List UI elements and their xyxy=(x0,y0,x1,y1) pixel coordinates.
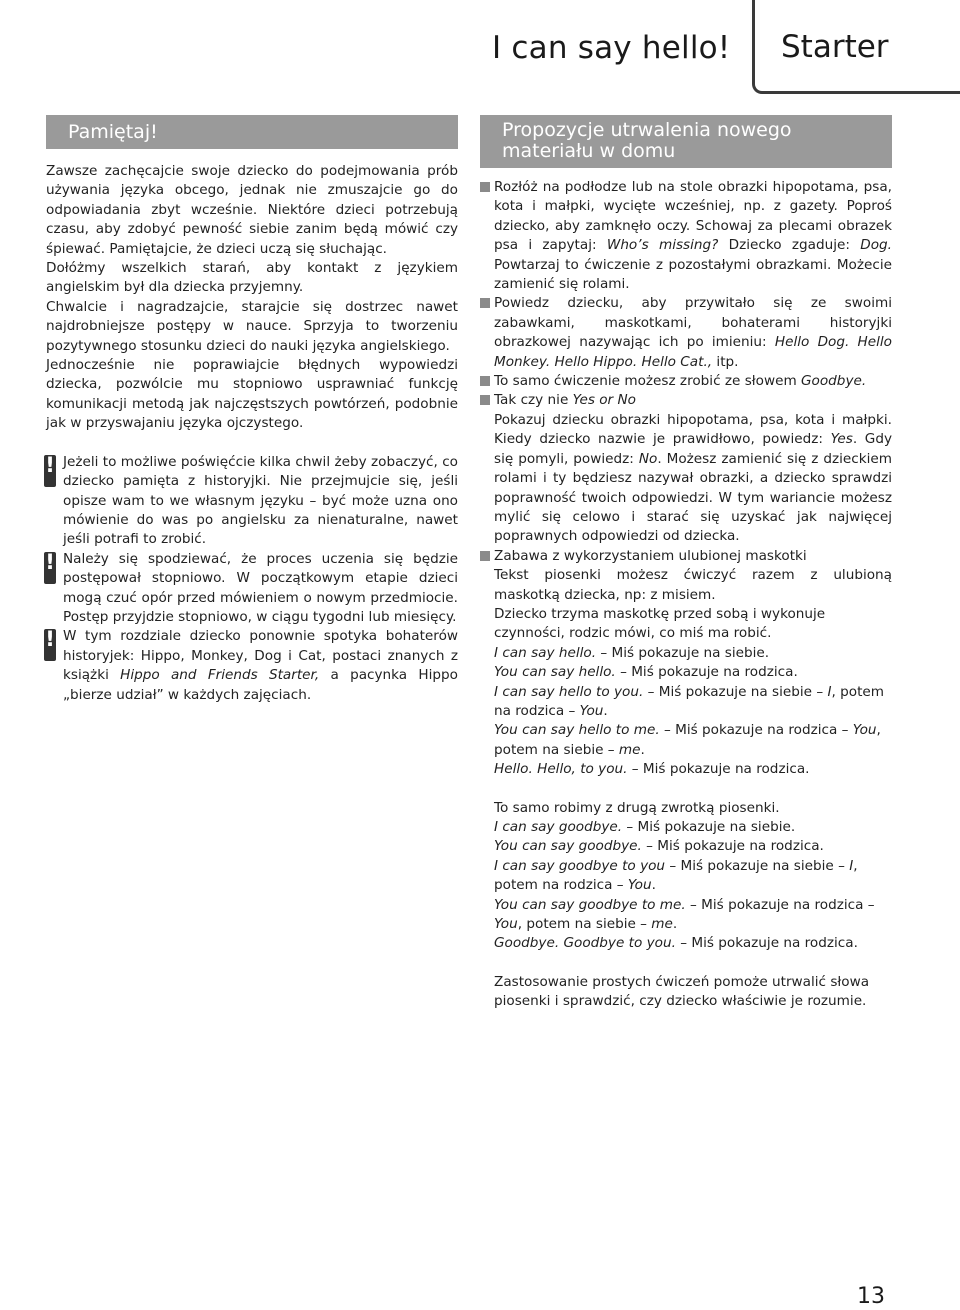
exclamation-icon xyxy=(44,552,56,584)
box-title-line: Propozycje utrwalenia nowego xyxy=(502,119,792,141)
list-item xyxy=(480,547,892,566)
song-action: , potem na siebie – xyxy=(517,916,652,933)
item-text: To samo ćwiczenie możesz zrobić ze słowem xyxy=(494,373,802,390)
item-description: Tekst piosenki możesz ćwiczyć razem z ulubioną maskotką dziecka, np: z misiem. xyxy=(494,567,892,603)
song-line xyxy=(480,857,892,896)
song-action: , potem na rodzica – xyxy=(494,683,885,719)
paragraph: Zawsze zachęcajcie swoje dziecko do podejmowania prób używania języka obcego, jednak nie zmuszajcie go do odpowiadania zbyt wcześnie. Niektóre dzieci potrzebują czasu, aby zdobyć pewność siebie zanim będą mówić czy śpiewać. Pamiętajcie, że dzieci uczą się słuchając. xyxy=(46,163,458,257)
item-italic: Hello Dog. Hello Monkey. Hello Hippo. Hello Cat., xyxy=(494,334,892,370)
closing-note: Zastosowanie prostych ćwiczeń pomoże utrwalić słowa piosenki i sprawdzić, czy dziecko właściwie je rozumie. xyxy=(494,973,870,1010)
warning-text: W tym rozdziale dziecko ponownie spotyka bohaterów historyjek: Hippo, Monkey, Dog i Cat, postaci znanych z książki xyxy=(63,628,458,684)
bullet-square-icon xyxy=(480,298,490,308)
song-intro: To samo robimy z drugą zwrotką piosenki. xyxy=(494,799,780,816)
song-action: . xyxy=(651,877,656,894)
list-item xyxy=(480,178,892,294)
song-line xyxy=(480,818,892,837)
item-italic: Goodbye. xyxy=(801,373,867,390)
item-text: itp. xyxy=(712,353,739,370)
item-italic: Who’s missing? xyxy=(606,237,719,254)
item-italic: Yes or No xyxy=(572,392,636,409)
page-number: 13 xyxy=(857,1284,885,1309)
box-title-line: materiału w domu xyxy=(502,140,676,162)
song-lyric: Hello. Hello, to you. xyxy=(494,761,628,778)
bullet-square-icon xyxy=(480,551,490,561)
right-column xyxy=(480,115,892,1012)
home-practice-body xyxy=(480,178,892,1012)
warning-text: a pacynka Hippo „bierze udział” w każdych zajęciach. xyxy=(63,667,458,703)
left-column xyxy=(46,115,458,705)
list-item xyxy=(480,391,892,410)
paragraph: Chwalcie i nagradzajcie, starajcie się dostrzec nawet najdrobniejsze postępy w nauce. Sprzyja to tworzeniu pozytywnego stosunku dzieci do nauki języka angielskiego. xyxy=(46,298,458,354)
item-text: Dziecko zgaduje: xyxy=(718,237,861,254)
bullet-square-icon xyxy=(480,182,490,192)
paragraph: Dołóżmy wszelkich starań, aby kontakt z językiem angielskim był dla dziecka przyjemny. xyxy=(46,260,458,296)
item-text: Rozłóż na podłodze lub na stole obrazki hipopotama, psa, kota i małpki, wycięte wcześniej, np. z gazety. Poproś dziecko, aby zamknęło oczy. Schowaj za plecami obrazek psa i zapytaj: xyxy=(494,179,892,254)
section-tab-label: Starter xyxy=(781,29,889,65)
item-text: Powiedz dziecku, aby przywitało się ze swoimi zabawkami, maskotkami, bohaterami historyjki obrazkowej nazywając ich po imieniu: xyxy=(494,295,892,351)
song-line xyxy=(480,934,892,953)
remember-box-title: Pamiętaj! xyxy=(46,115,458,149)
list-item xyxy=(480,372,892,391)
item-italic: Dog. xyxy=(860,237,892,254)
item-description: Dziecko trzyma maskotkę przed sobą i wykonuje czynności, rodzic mówi, co miś ma robić. xyxy=(494,605,826,642)
song-line xyxy=(480,760,892,779)
page-title: I can say hello! xyxy=(492,30,731,66)
song-line xyxy=(480,644,892,663)
song-line xyxy=(480,683,892,722)
song-action: – Miś pokazuje na siebie – xyxy=(665,857,850,874)
paragraph: Jednocześnie nie poprawiajcie błędnych wypowiedzi dziecka, pozwólcie mu stopniowo usprawniać funkcję komunikacji metodą jak najczęstszych powtórzeń, podobnie jak w przyswajaniu języka ojczystego. xyxy=(46,357,458,432)
song-action: . xyxy=(672,916,678,933)
song-lyric: I xyxy=(827,683,832,700)
song-lyric: You can say goodbye. xyxy=(494,838,642,855)
song-line xyxy=(480,721,892,760)
song-lyric: I can say hello. xyxy=(494,644,597,661)
warning-note xyxy=(46,627,458,705)
exclamation-icon xyxy=(44,629,56,661)
song-lyric: You xyxy=(494,916,518,933)
song-lyric: me xyxy=(651,916,673,933)
bullet-square-icon xyxy=(480,395,490,405)
item-description xyxy=(480,411,892,547)
item-text: Pokazuj dziecku obrazki hipopotama, psa, kota i małpki. Kiedy dziecko nazwie je prawidłowo, powiedz: xyxy=(494,411,892,448)
song-action: – Miś pokazuje na siebie – xyxy=(643,683,828,700)
song-lyric: You can say goodbye to me. xyxy=(494,896,686,913)
warning-text: Należy się spodziewać, że proces uczenia się będzie postępował stopniowo. W początkowym etapie dzieci mogą czuć opór przed mówieniem o nowym przedmiocie. Postęp przyjdzie stopniowo, w ciągu tygodni lub miesięcy. xyxy=(63,550,458,625)
song-line xyxy=(480,663,892,682)
home-practice-box-title xyxy=(480,115,892,168)
song-lyric: Goodbye. Goodbye to you. xyxy=(494,935,676,952)
remember-box-body xyxy=(46,162,458,705)
bullet-square-icon xyxy=(480,376,490,386)
song-action: , potem na siebie – xyxy=(494,722,881,758)
song-lyric: me xyxy=(618,741,641,758)
song-action: – Miś pokazuje na rodzica. xyxy=(627,761,810,778)
item-italic: No xyxy=(638,450,658,467)
item-heading: Zabawa z wykorzystaniem ulubionej maskotki xyxy=(494,547,807,564)
song-lyric: I can say goodbye. xyxy=(494,819,623,835)
song-action: . xyxy=(603,702,608,719)
warning-note xyxy=(46,453,458,550)
song-action: – Miś pokazuje na rodzica. xyxy=(641,838,824,855)
song-lyric: You can say hello. xyxy=(494,664,616,681)
exclamation-icon xyxy=(44,455,56,487)
warning-note xyxy=(46,550,458,628)
song-lyric: You xyxy=(579,702,604,719)
list-item xyxy=(480,294,892,372)
item-text: Powtarzaj to ćwiczenie z pozostałymi obrazkami. Możecie zamienić się rolami. xyxy=(494,256,892,293)
item-heading: Tak czy nie xyxy=(494,392,573,409)
song-action: – Miś pokazuje na rodzica. xyxy=(675,935,858,952)
book-title: Hippo and Friends Starter, xyxy=(120,667,320,684)
song-action: – Miś pokazuje na rodzica. xyxy=(615,664,798,681)
song-action: . xyxy=(640,741,645,758)
song-lyric: You xyxy=(627,877,652,894)
song-lyric: You xyxy=(852,722,877,739)
song-action: – Miś pokazuje na rodzica – xyxy=(685,896,875,913)
song-lyric: I can say goodbye to you xyxy=(494,857,666,874)
song-lyric: I can say hello to you. xyxy=(494,683,644,700)
item-text: . Gdy się pomyli, powiedz: xyxy=(494,431,892,467)
song-lyric: You can say hello to me. xyxy=(494,722,660,739)
song-action: – Miś pokazuje na siebie. xyxy=(596,644,770,661)
warning-text: Jeżeli to możliwe poświęćcie kilka chwil żeby zobaczyć, co dziecko pamięta z historyjki. Nie przejmujcie się, jeśli opisze wam to we własnym języku – być może uzna ono mówienie do was po angielsku za nienaturalne, nawet jeśli potrafi to zrobić. xyxy=(63,453,458,548)
song-action: , potem na rodzica – xyxy=(494,857,858,894)
item-text: . Możesz zamienić się z dzieckiem rolami i ty będziesz nazywał obrazki, a dziecko sprawdzi poprawność twoich odpowiedzi. W tym wariancie możesz mylić się celowo i starać się uzyskać jak najwięcej poprawnych odpowiedzi od dziecka. xyxy=(494,450,892,545)
song-line xyxy=(480,837,892,856)
song-lyric: I xyxy=(849,857,854,874)
song-line xyxy=(480,896,892,935)
song-action: – Miś pokazuje na rodzica – xyxy=(659,722,853,739)
section-tab xyxy=(752,0,960,94)
item-italic: Yes xyxy=(830,431,853,448)
song-action: – Miś pokazuje na siebie. xyxy=(622,819,796,835)
